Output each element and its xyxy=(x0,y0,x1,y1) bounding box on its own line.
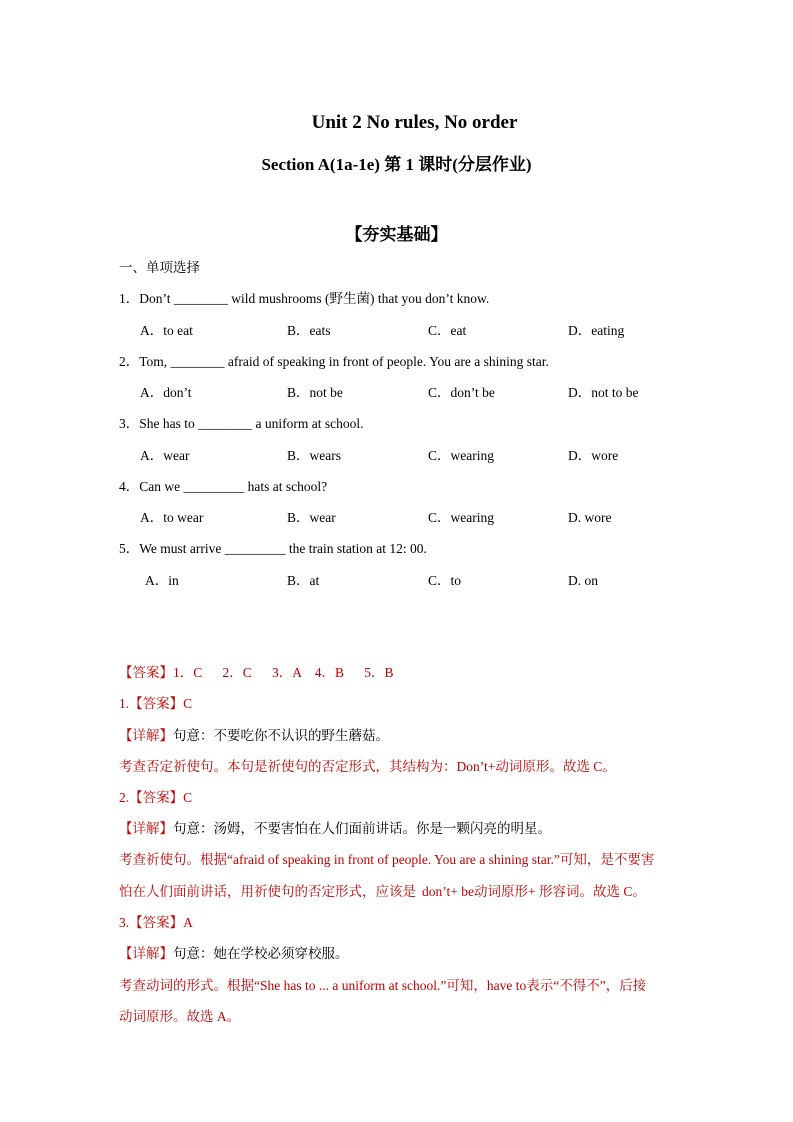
question-1-option-b: B．eats xyxy=(287,323,331,338)
answer-summary xyxy=(119,663,394,683)
explanation-2-detail2-a: 怕在人们面前讲话，用祈使句的否定形式，应该是 xyxy=(119,884,416,899)
explanation-2-detail xyxy=(119,850,654,870)
document-subtitle: Section A(1a-1e) 第 1 课时(分层作业) xyxy=(261,155,532,174)
explanation-2-detail-a: 考查祈使句。根据 xyxy=(119,852,227,867)
explanation-2-label: 【详解】 xyxy=(119,821,173,836)
question-3-option-c: C．wearing xyxy=(428,448,494,463)
question-4-option-d: D. wore xyxy=(568,510,612,525)
question-4-option-c: C．wearing xyxy=(428,510,494,525)
explanation-2-detail-c: 可知，是不要害 xyxy=(559,852,655,867)
question-1-option-a: A．to eat xyxy=(140,323,193,338)
question-3-option-d: D．wore xyxy=(568,448,619,463)
question-1-stem: 1．Don’t ________ wild mushrooms (野生菌) that you don’t know. xyxy=(119,291,490,306)
answer-1-value: C xyxy=(183,696,193,711)
explanation-3-detail-d: have to xyxy=(486,978,527,993)
explanation-1 xyxy=(119,726,389,746)
explanation-1-detail-a: 考查否定祈使句。本句是祈使句的否定形式，其结构为： xyxy=(119,759,457,774)
question-1-option-c: C．eat xyxy=(428,323,467,338)
explanation-2-detail2-b: don’t+ be xyxy=(422,884,474,899)
question-3-stem: 3．She has to ________ a uniform at school. xyxy=(119,416,364,431)
question-4-option-b: B．wear xyxy=(287,510,336,525)
explanation-3-detail2-a: 动词原形。故选 A。 xyxy=(119,1009,241,1024)
question-5-stem: 5．We must arrive _________ the train station at 12: 00. xyxy=(119,541,427,556)
question-2-option-d: D．not to be xyxy=(568,385,639,400)
question-3-option-a: A．wear xyxy=(140,448,190,463)
question-1-option-d: D．eating xyxy=(568,323,625,338)
question-5-option-a: A．in xyxy=(145,573,179,588)
explanation-3-detail xyxy=(119,976,646,996)
explanation-3-detail-e: 表示“不得不”，后接 xyxy=(526,978,647,993)
answer-summary-label: 【答案】 xyxy=(119,665,173,680)
document-title: Unit 2 No rules, No order xyxy=(311,112,518,133)
question-5-option-d: D. on xyxy=(568,573,598,588)
question-2-option-b: B．not be xyxy=(287,385,343,400)
explanation-2-detail-b: “afraid of speaking in front of people. You are a shining star.” xyxy=(227,852,560,867)
explanation-2-detail2-c: 动词原形+ 形容词。故选 C。 xyxy=(473,884,646,899)
explanation-1-text: 句意：不要吃你不认识的野生蘑菇。 xyxy=(173,728,389,743)
explanation-3-detail-b: “She has to ... a uniform at school.” xyxy=(254,978,447,993)
question-2-option-a: A．don’t xyxy=(140,385,192,400)
explanation-2-text: 句意：汤姆，不要害怕在人们面前讲话。你是一颗闪亮的明星。 xyxy=(173,821,551,836)
section-heading: 【夯实基础】 xyxy=(345,225,448,244)
question-2-option-c: C．don’t be xyxy=(428,385,495,400)
explanation-2 xyxy=(119,819,551,839)
answer-2-label: 2.【答案】 xyxy=(119,790,184,805)
question-3-option-b: B．wears xyxy=(287,448,341,463)
answer-1 xyxy=(119,694,192,714)
explanation-3-text: 句意：她在学校必须穿校服。 xyxy=(173,946,349,961)
explanation-1-label: 【详解】 xyxy=(119,728,173,743)
question-4-stem: 4．Can we _________ hats at school? xyxy=(119,479,328,494)
explanation-3 xyxy=(119,944,349,964)
explanation-3-detail-c: 可知， xyxy=(446,978,487,993)
question-2-stem: 2．Tom, ________ afraid of speaking in front of people. You are a shining star. xyxy=(119,354,549,369)
explanation-2-detail-line2 xyxy=(119,882,646,902)
explanation-1-detail xyxy=(119,757,616,777)
explanation-3-detail-a: 考查动词的形式。根据 xyxy=(119,978,254,993)
answer-summary-values: 1．C 2．C 3．A 4．B 5．B xyxy=(173,665,394,680)
explanation-1-detail-b: Don’t+动词原形。故选 C。 xyxy=(456,759,616,774)
answer-2 xyxy=(119,788,192,808)
answer-3 xyxy=(119,913,193,933)
part-heading: 一、单项选择 xyxy=(119,260,200,275)
question-5-option-c: C．to xyxy=(428,573,462,588)
explanation-3-label: 【详解】 xyxy=(119,946,173,961)
answer-3-value: A xyxy=(183,915,193,930)
answer-2-value: C xyxy=(183,790,193,805)
explanation-3-detail-line2 xyxy=(119,1007,240,1027)
question-4-option-a: A．to wear xyxy=(140,510,204,525)
answer-1-label: 1.【答案】 xyxy=(119,696,184,711)
answer-3-label: 3.【答案】 xyxy=(119,915,184,930)
question-5-option-b: B．at xyxy=(287,573,320,588)
